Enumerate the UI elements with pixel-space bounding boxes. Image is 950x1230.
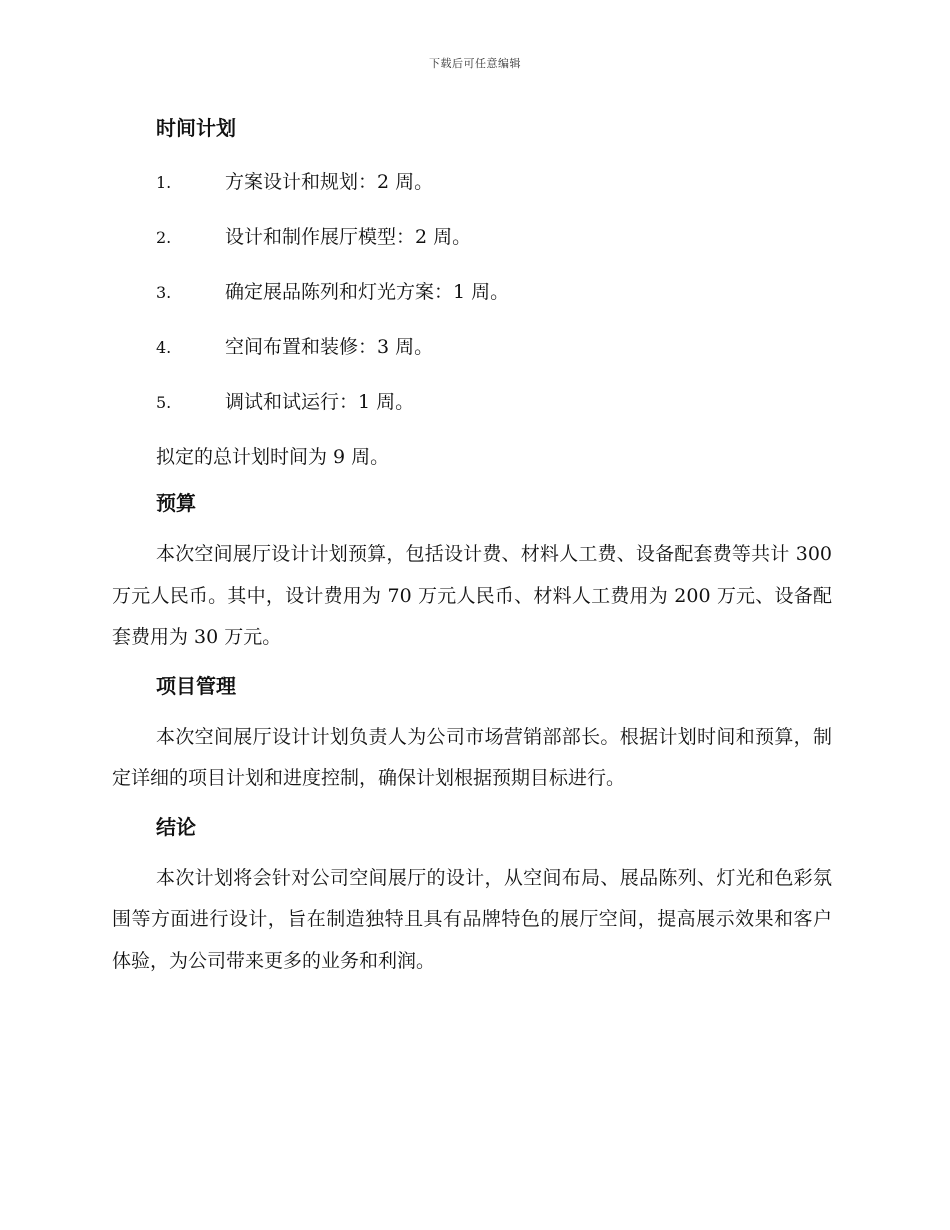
list-item-text: 确定展品陈列和灯光方案：1 周。 <box>225 281 510 303</box>
management-paragraph: 本次空间展厅设计计划负责人为公司市场营销部部长。根据计划时间和预算，制定详细的项目计划和进度控制，确保计划根据预期目标进行。 <box>112 725 832 789</box>
schedule-summary: 拟定的总计划时间为 9 周。 <box>156 446 390 468</box>
header-note: 下载后可任意编辑 <box>429 57 521 70</box>
list-item <box>112 210 832 265</box>
list-item-number: 2. <box>156 228 172 247</box>
list-item <box>112 320 832 375</box>
section-title-conclusion: 结论 <box>156 814 196 839</box>
list-item <box>112 155 832 210</box>
list-item-text: 空间布置和装修：3 周。 <box>225 336 434 358</box>
list-item-number: 5. <box>156 393 172 412</box>
document-content <box>112 110 832 982</box>
list-item-text: 设计和制作展厅模型：2 周。 <box>225 226 472 248</box>
conclusion-paragraph: 本次计划将会针对公司空间展厅的设计，从空间布局、展品陈列、灯光和色彩氛围等方面进行设计，旨在制造独特且具有品牌特色的展厅空间，提高展示效果和客户体验，为公司带来更多的业务和利润。 <box>112 866 832 972</box>
list-item-number: 4. <box>156 338 172 357</box>
list-item-text: 方案设计和规划：2 周。 <box>225 171 434 193</box>
section-title-schedule: 时间计划 <box>156 116 236 140</box>
list-item-text: 调试和试运行：1 周。 <box>225 391 415 413</box>
list-item <box>112 375 832 430</box>
list-item-number: 1. <box>156 173 172 192</box>
section-title-management: 项目管理 <box>156 673 236 698</box>
list-item <box>112 265 832 320</box>
list-item-number: 3. <box>156 283 172 302</box>
schedule-list <box>112 155 832 430</box>
budget-paragraph: 本次空间展厅设计计划预算，包括设计费、材料人工费、设备配套费等共计 300 万元人民币。其中，设计费用为 70 万元人民币、材料人工费用为 200 万元、设备配套费用为 30 万元。 <box>112 543 832 648</box>
section-title-budget: 预算 <box>156 491 196 515</box>
